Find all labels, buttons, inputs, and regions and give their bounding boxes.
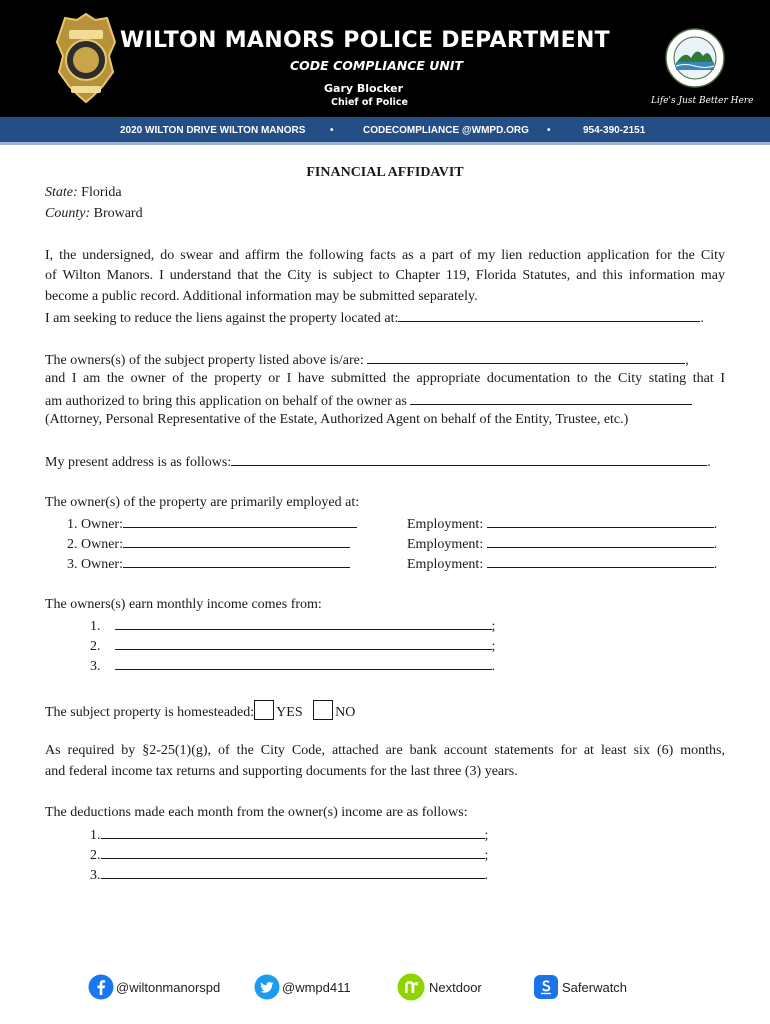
owner-row: 3. Owner:	[67, 554, 350, 574]
income-heading: The owners(s) earn monthly income comes from:	[45, 597, 322, 612]
owner-name-field-3[interactable]	[123, 554, 350, 568]
dept-address: 2020 WILTON DRIVE WILTON MANORS	[120, 125, 306, 136]
owner-row: 1. Owner:	[67, 514, 357, 534]
contact-bar	[0, 117, 770, 145]
property-address-field[interactable]	[398, 308, 700, 322]
deduction-field-2[interactable]	[101, 845, 485, 859]
dept-phone-link[interactable]: 954-390-2151	[583, 125, 646, 136]
homestead-row: The subject property is homesteaded: YES NO	[45, 700, 355, 722]
form-title: FINANCIAL AFFIDAVIT	[306, 165, 464, 180]
city-slogan: Life's Just Better Here	[651, 96, 754, 106]
intro-line-2: of Wilton Manors. I understand that the City is subject to Chapter 119, Florida Statutes, and this information may	[45, 268, 725, 283]
deduction-row: 1. ;	[90, 825, 488, 845]
facebook-handle: @wiltonmanorspd	[116, 979, 221, 995]
roles-note: (Attorney, Personal Representative of the Estate, Authorized Agent on behalf of the Entity, Trustee, etc.)	[45, 412, 629, 427]
deduction-field-1[interactable]	[101, 825, 485, 839]
income-source-field-3[interactable]	[115, 656, 492, 670]
owner-row: 2. Owner:	[67, 534, 350, 554]
unit-name: CODE COMPLIANCE UNIT	[290, 58, 464, 73]
city-seal-icon	[665, 28, 725, 88]
employment-row: Employment: .	[407, 554, 717, 574]
employment-heading: The owner(s) of the property are primarily employed at:	[45, 495, 360, 510]
facebook-icon	[88, 974, 114, 1000]
authorized-role-field[interactable]	[410, 391, 692, 405]
income-row: 3. .	[90, 656, 495, 676]
owner-statement: and I am the owner of the property or I have submitted the appropriate documentation to the City stating that I	[45, 371, 725, 386]
letterhead	[0, 0, 770, 117]
income-source-field-2[interactable]	[115, 636, 492, 650]
deduction-field-3[interactable]	[101, 865, 485, 879]
owners-field[interactable]	[367, 350, 685, 364]
employment-row: Employment: .	[407, 514, 717, 534]
dept-email-link[interactable]: CODECOMPLIANCE @WMPD.ORG	[363, 125, 529, 136]
county-line: County: Broward	[45, 206, 143, 221]
present-address-field[interactable]	[231, 452, 707, 466]
twitter-handle: @wmpd411	[282, 979, 351, 995]
nextdoor-label: Nextdoor	[429, 979, 482, 995]
twitter-link[interactable]	[254, 972, 351, 1002]
authorized-row: am authorized to bring this application on behalf of the owner as	[45, 391, 692, 411]
state-line: State: Florida	[45, 185, 122, 200]
deduction-row: 2. ;	[90, 845, 488, 865]
chief-title: Chief of Police	[331, 97, 408, 108]
present-address-row: My present address is as follows: .	[45, 452, 711, 472]
income-row: 2. ;	[90, 636, 495, 656]
facebook-link[interactable]	[88, 972, 220, 1002]
saferwatch-icon	[533, 974, 559, 1000]
nextdoor-link[interactable]	[397, 972, 482, 1002]
deduction-row: 3. .	[90, 865, 488, 885]
income-source-field-1[interactable]	[115, 616, 492, 630]
homestead-yes-checkbox[interactable]	[254, 700, 274, 720]
owner-name-field-1[interactable]	[123, 514, 357, 528]
intro-line-1: I, the undersigned, do swear and affirm the following facts as a part of my lien reduction application for the City	[45, 248, 725, 263]
nextdoor-icon	[397, 973, 425, 1001]
chief-name: Gary Blocker	[324, 82, 404, 95]
saferwatch-label: Saferwatch	[562, 979, 628, 995]
property-address-row: I am seeking to reduce the liens against the property located at: .	[45, 308, 704, 328]
department-name: WILTON MANORS POLICE DEPARTMENT	[120, 28, 610, 53]
saferwatch-link[interactable]	[533, 972, 627, 1002]
homestead-no-checkbox[interactable]	[313, 700, 333, 720]
employment-row: Employment: .	[407, 534, 717, 554]
employment-field-1[interactable]	[487, 514, 714, 528]
requirement-line-1: As required by §2-25(1)(g), of the City Code, attached are bank account statements for at least six (6) months,	[45, 743, 725, 758]
intro-line-3: become a public record. Additional information may be submitted separately.	[45, 289, 478, 304]
owner-name-field-2[interactable]	[123, 534, 350, 548]
owners-row: The owners(s) of the subject property listed above is/are: ,	[45, 350, 689, 370]
police-badge-icon	[55, 12, 117, 104]
employment-field-2[interactable]	[487, 534, 714, 548]
deductions-heading: The deductions made each month from the owner(s) income are as follows:	[45, 805, 468, 820]
separator-dot: •	[547, 125, 551, 136]
employment-field-3[interactable]	[487, 554, 714, 568]
income-row: 1. ;	[90, 616, 495, 636]
separator-dot: •	[330, 125, 334, 136]
twitter-icon	[254, 974, 280, 1000]
requirement-line-2: and federal income tax returns and supporting documents for the last three (3) years.	[45, 764, 518, 779]
